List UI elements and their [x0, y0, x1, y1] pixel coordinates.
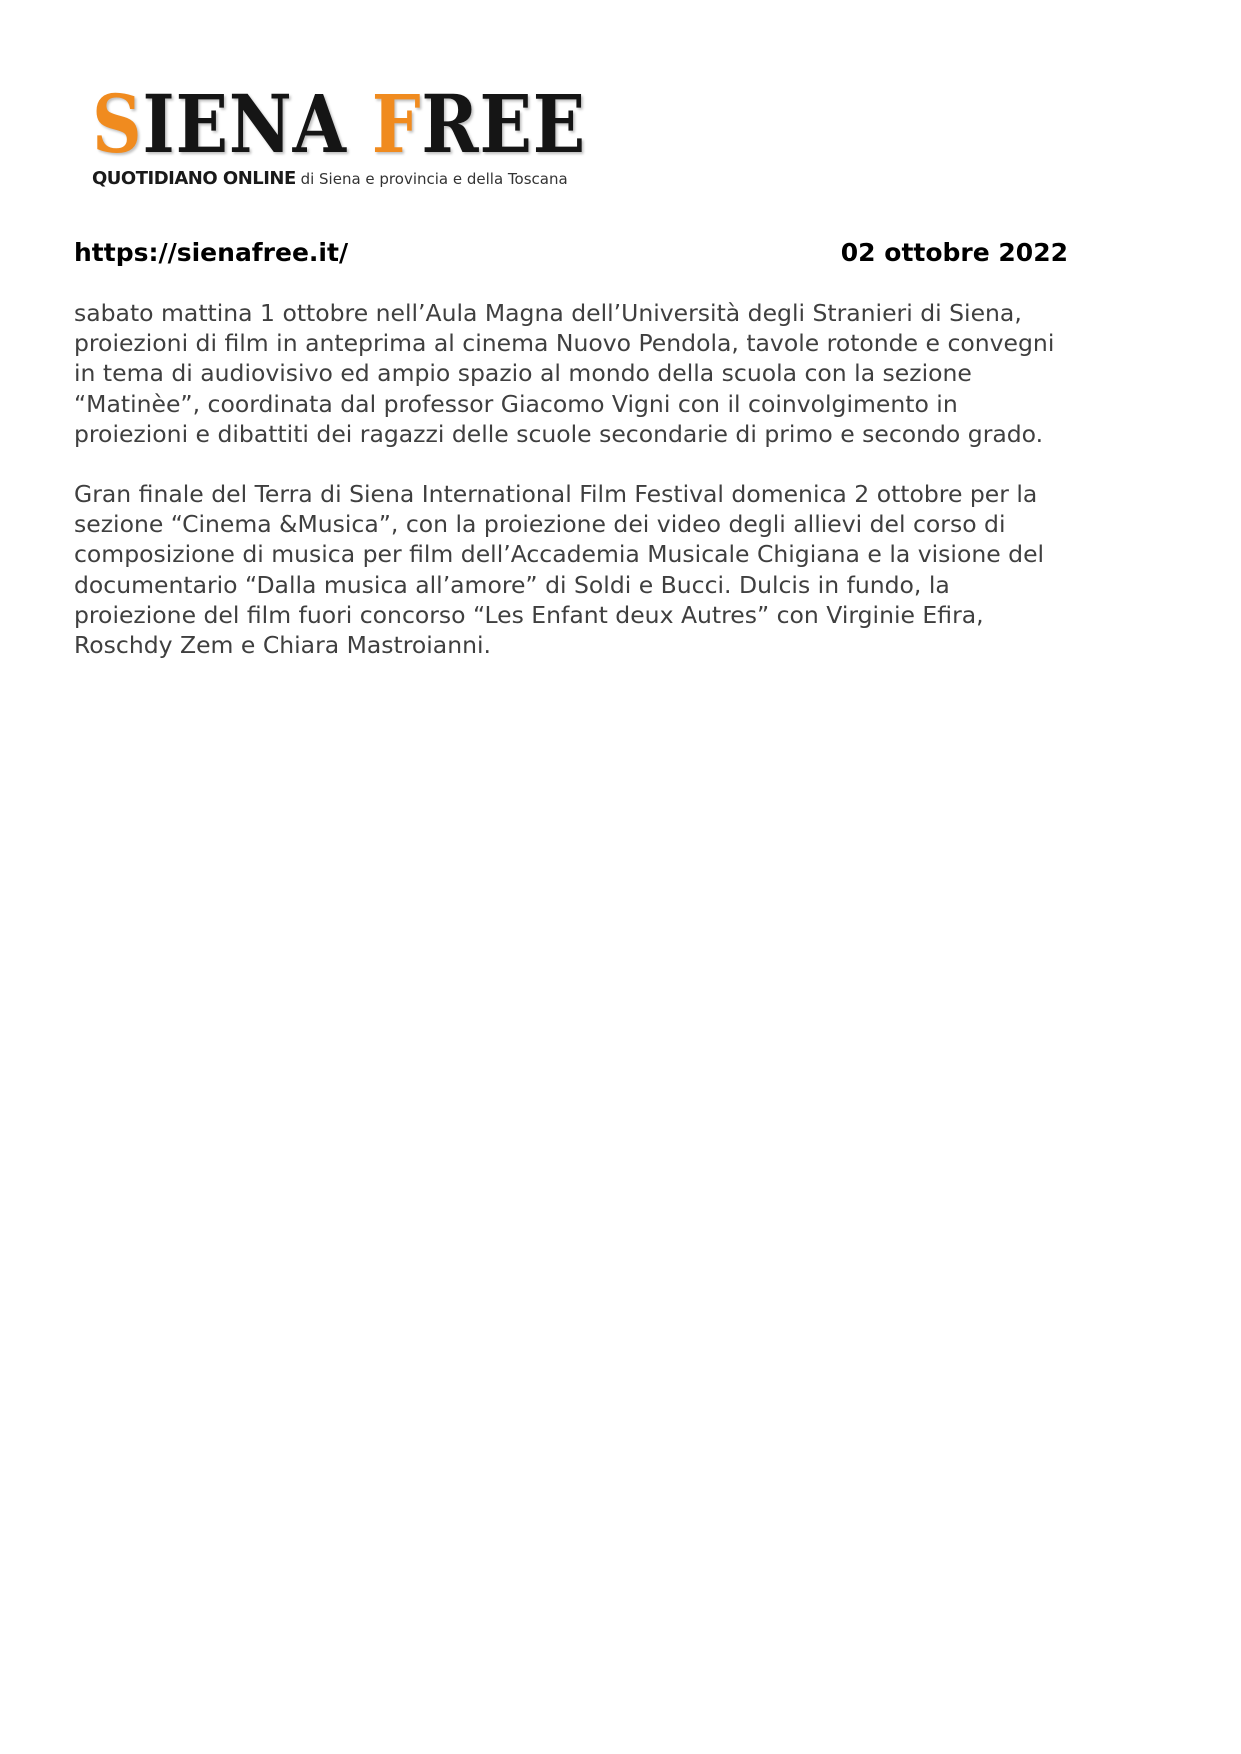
text-line: in tema di audiovisivo ed ampio spazio al mondo della scuola con la sezione — [74, 359, 972, 388]
text-line: proiezioni e dibattiti dei ragazzi delle scuole secondarie di primo e secondo grado. — [74, 419, 1044, 448]
logo-tagline — [92, 168, 612, 189]
logo-title-part1: IENA — [142, 77, 372, 171]
logo-tagline-bold: QUOTIDIANO ONLINE — [92, 168, 296, 189]
article-body — [74, 298, 1154, 690]
article-paragraph-2 — [74, 479, 1154, 660]
text-line: proiezione del film fuori concorso “Les Enfant deux Autres” con Virginie Efira, — [74, 600, 984, 629]
source-header — [74, 238, 1068, 272]
text-line: composizione di musica per film dell’Accademia Musicale Chigiana e la visione del — [74, 540, 1045, 569]
article-paragraph-1 — [74, 298, 1154, 449]
text-line: “Matinèe”, coordinata dal professor Giacomo Vigni con il coinvolgimento in — [74, 389, 958, 418]
logo-tagline-light: di Siena e provincia e della Toscana — [295, 170, 568, 188]
text-line: proiezioni di film in anteprima al cinema Nuovo Pendola, tavole rotonde e convegni — [74, 329, 1055, 358]
text-line: documentario “Dalla musica all’amore” di Soldi e Bucci. Dulcis in fundo, la — [74, 570, 950, 599]
logo-title-letter-f: F — [371, 77, 422, 171]
logo-title — [92, 77, 587, 171]
logo-title-part2: REE — [421, 77, 587, 171]
publication-date: 02 ottobre 2022 — [840, 238, 1068, 267]
masthead-logo — [92, 77, 612, 189]
source-url: https://sienafree.it/ — [74, 238, 349, 267]
logo-title-letter-s: S — [92, 77, 143, 171]
text-line: Gran finale del Terra di Siena International Film Festival domenica 2 ottobre per la — [74, 480, 1038, 509]
text-line: sabato mattina 1 ottobre nell’Aula Magna dell’Università degli Stranieri di Siena, — [74, 299, 1022, 327]
text-line: Roschdy Zem e Chiara Mastroianni. — [74, 631, 491, 660]
text-line: sezione “Cinema &Musica”, con la proiezione dei video degli allievi del corso di — [74, 510, 1006, 539]
